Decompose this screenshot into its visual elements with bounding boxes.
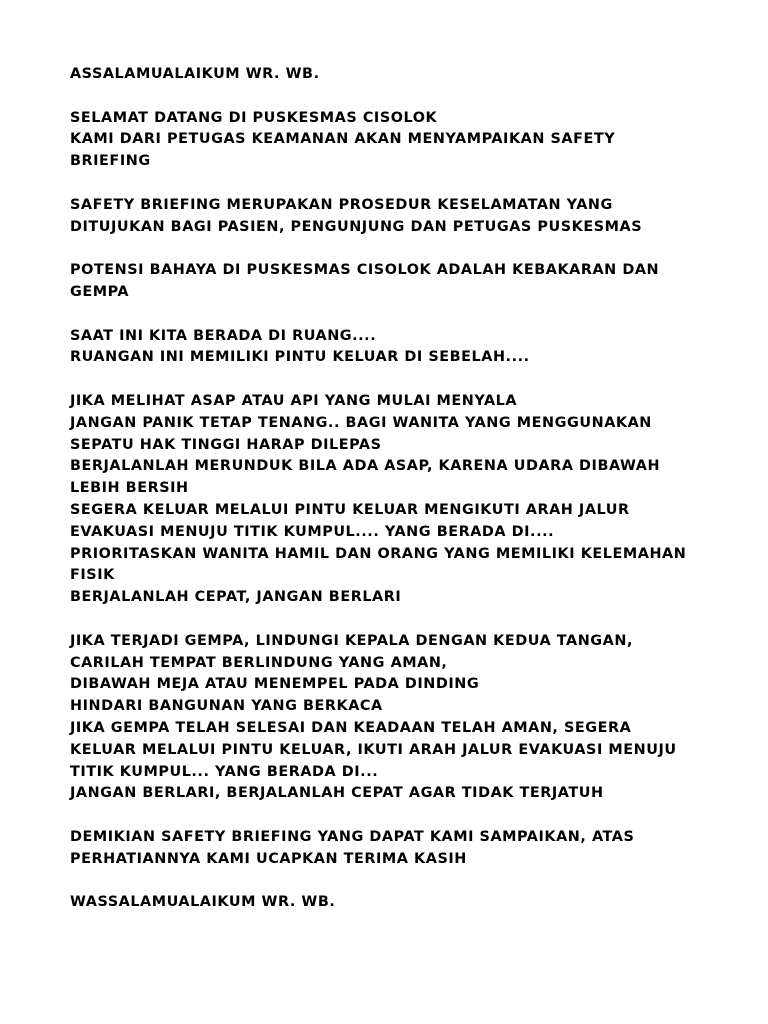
text-line: POTENSI BAHAYA DI PUSKESMAS CISOLOK ADALAH KEBAKARAN DAN xyxy=(70,262,660,279)
text-line: ASSALAMUALAIKUM WR. WB. xyxy=(70,66,320,82)
text-line: WASSALAMUALAIKUM WR. WB. xyxy=(70,894,336,911)
paragraph-hazards xyxy=(70,260,720,304)
text-line: SEGERA KELUAR MELALUI PINTU KELUAR MENGIKUTI ARAH JALUR xyxy=(70,501,630,518)
text-line: SAFETY BRIEFING MERUPAKAN PROSEDUR KESELAMATAN YANG xyxy=(70,196,613,213)
text-line: JIKA TERJADI GEMPA, LINDUNGI KEPALA DENGAN KEDUA TANGAN, xyxy=(70,632,633,649)
text-line: SAAT INI KITA BERADA DI RUANG.... xyxy=(70,327,377,344)
paragraph-welcome xyxy=(70,108,720,173)
text-line: BERJALANLAH CEPAT, JANGAN BERLARI xyxy=(70,589,402,606)
text-line: KAMI DARI PETUGAS KEAMANAN AKAN MENYAMPAIKAN SAFETY xyxy=(70,131,616,148)
text-line: DITUJUKAN BAGI PASIEN, PENGUNJUNG DAN PETUGAS PUSKESMAS xyxy=(70,218,643,235)
text-line: JIKA MELIHAT ASAP ATAU API YANG MULAI MENYALA xyxy=(70,392,518,409)
paragraph-farewell xyxy=(70,892,720,914)
text-line: HINDARI BANGUNAN YANG BERKACA xyxy=(70,698,383,715)
paragraph-location xyxy=(70,326,720,370)
paragraph-closing xyxy=(70,827,720,871)
text-line: FISIK xyxy=(70,567,115,584)
text-line: EVAKUASI MENUJU TITIK KUMPUL.... YANG BERADA DI.... xyxy=(70,523,555,540)
text-line: BERJALANLAH MERUNDUK BILA ADA ASAP, KARENA UDARA DIBAWAH xyxy=(70,458,661,475)
text-line: KELUAR MELALUI PINTU KELUAR, IKUTI ARAH JALUR EVAKUASI MENUJU xyxy=(70,741,677,758)
text-line: LEBIH BERSIH xyxy=(70,480,189,497)
text-line: SELAMAT DATANG DI PUSKESMAS CISOLOK xyxy=(70,109,438,126)
paragraph-greeting xyxy=(70,64,720,86)
text-line: SEPATU HAK TINGGI HARAP DILEPAS xyxy=(70,436,382,453)
paragraph-earthquake-procedure xyxy=(70,631,720,805)
text-line: JANGAN PANIK TETAP TENANG.. BAGI WANITA YANG MENGGUNAKAN xyxy=(70,414,652,431)
text-line: DEMIKIAN SAFETY BRIEFING YANG DAPAT KAMI SAMPAIKAN, ATAS xyxy=(70,828,635,845)
text-line: RUANGAN INI MEMILIKI PINTU KELUAR DI SEBELAH.... xyxy=(70,349,530,366)
text-line: JANGAN BERLARI, BERJALANLAH CEPAT AGAR TIDAK TERJATUH xyxy=(70,785,604,802)
text-line: PRIORITASKAN WANITA HAMIL DAN ORANG YANG MEMILIKI KELEMAHAN xyxy=(70,545,687,562)
document-page xyxy=(70,64,720,936)
paragraph-fire-procedure xyxy=(70,391,720,609)
text-line: DIBAWAH MEJA ATAU MENEMPEL PADA DINDING xyxy=(70,676,480,693)
paragraph-definition xyxy=(70,195,720,239)
text-line: BRIEFING xyxy=(70,153,151,170)
text-line: TITIK KUMPUL... YANG BERADA DI... xyxy=(70,763,379,780)
text-line: JIKA GEMPA TELAH SELESAI DAN KEADAAN TELAH AMAN, SEGERA xyxy=(70,719,632,736)
text-line: PERHATIANNYA KAMI UCAPKAN TERIMA KASIH xyxy=(70,850,467,867)
text-line: GEMPA xyxy=(70,283,130,300)
text-line: CARILAH TEMPAT BERLINDUNG YANG AMAN, xyxy=(70,654,448,671)
